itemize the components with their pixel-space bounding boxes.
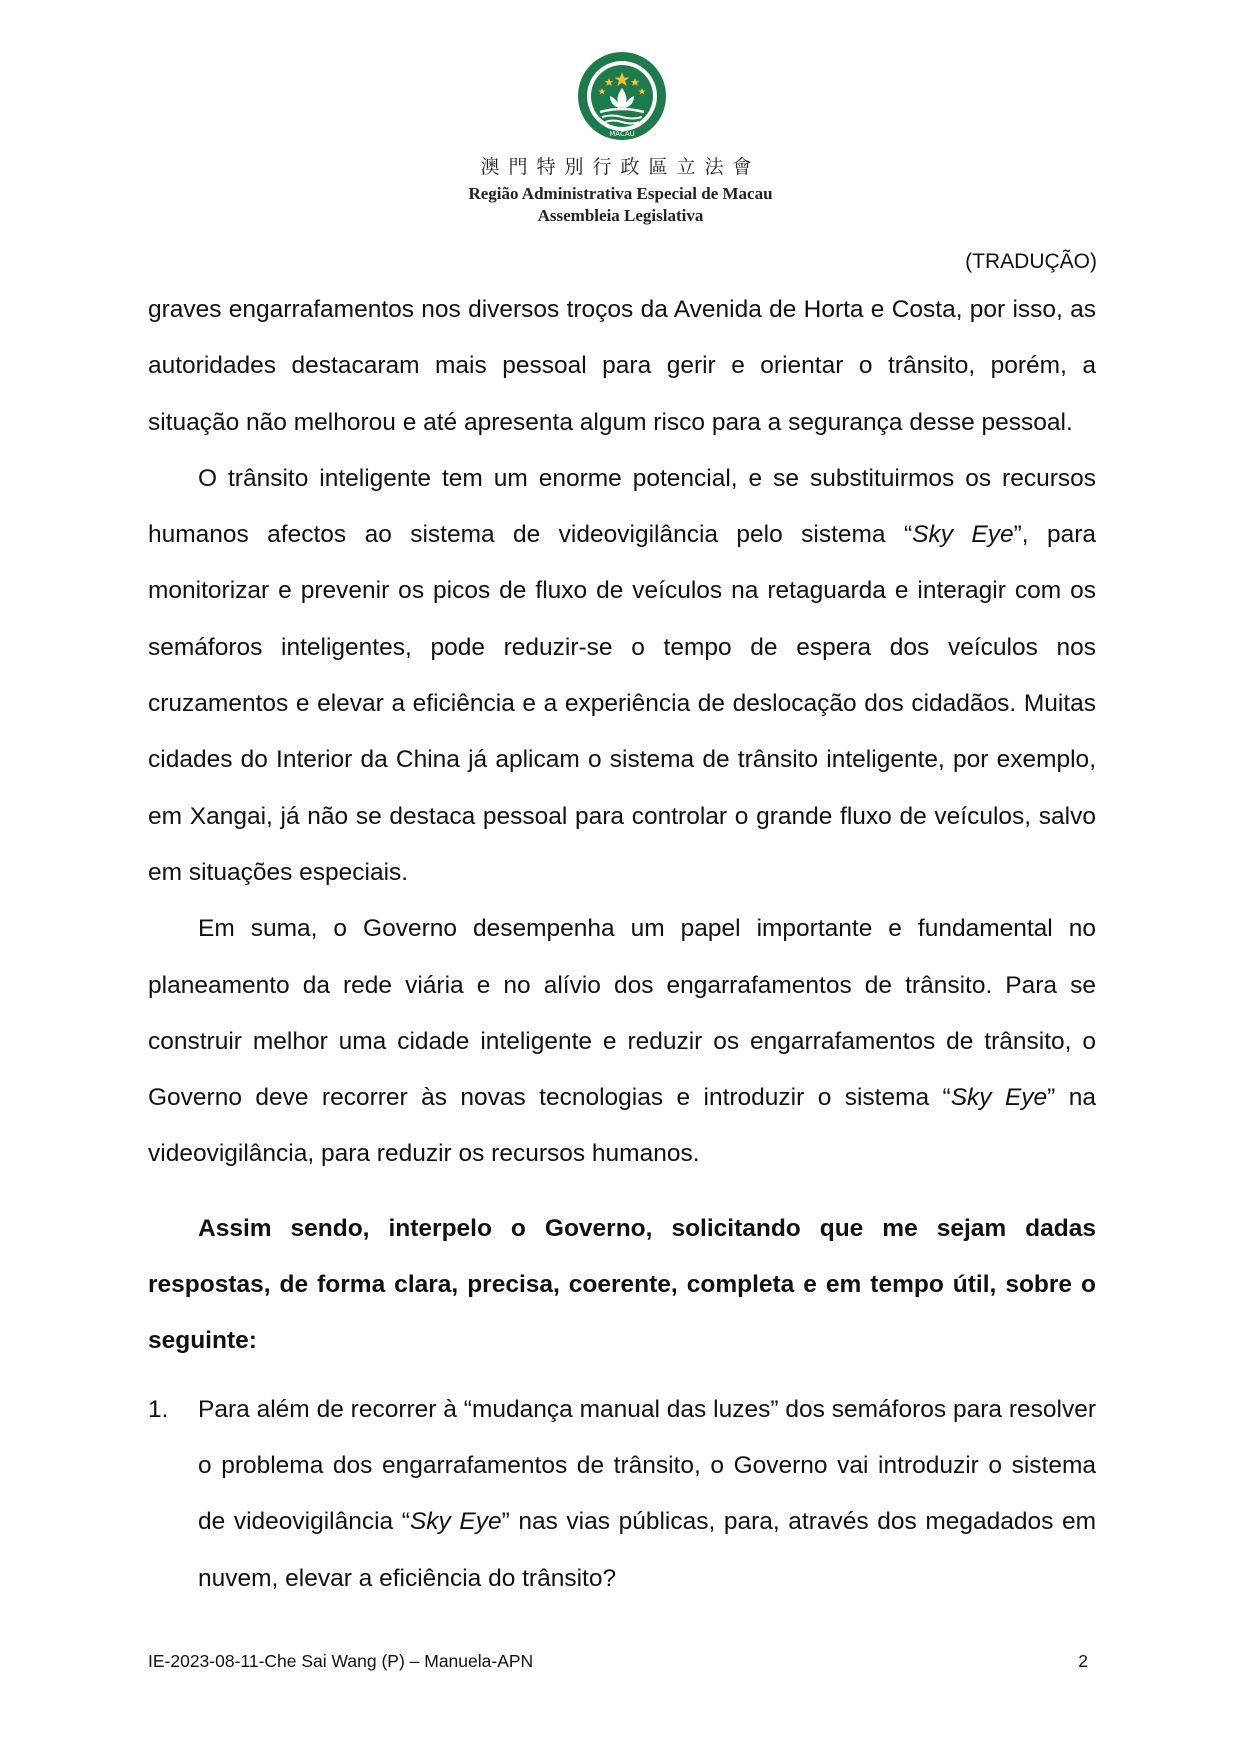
paragraph-2-emphasis: Sky Eye	[912, 521, 1014, 549]
paragraph-3-emphasis: Sky Eye	[950, 1084, 1048, 1112]
question-item-1	[148, 1382, 1096, 1607]
question-text	[198, 1382, 1096, 1607]
paragraph-2-text-a: O trânsito inteligente tem um enorme potencial, e se substituirmos os recursos humanos afectos ao sistema de videovigilância pelo sistema “	[148, 464, 1096, 549]
paragraph-1: graves engarrafamentos nos diversos troços da Avenida de Horta e Costa, por isso, as autoridades destacaram mais pessoal para gerir e orientar o trânsito, porém, a situação não melhorou e até apresenta algum risco para a segurança desse pessoal.	[148, 296, 1096, 436]
request-paragraph: Assim sendo, interpelo o Governo, solicitando que me sejam dadas respostas, de forma clara, precisa, coerente, completa e em tempo útil, sobre o seguinte:	[148, 1214, 1096, 1355]
paragraph-3-text-a: Em suma, o Governo desempenha um papel importante e fundamental no planeamento da rede viária e no alívio dos engarrafamentos de trânsito. Para se construir melhor uma cidade inteligente e reduzir os engarrafamentos de trânsito, o Governo deve recorrer às novas tecnologias e introduzir o sistema “	[148, 915, 1096, 1112]
macau-emblem-icon	[576, 50, 668, 142]
paragraph-3	[148, 901, 1096, 1182]
paragraph-2	[148, 451, 1096, 901]
assembly-name: Assembleia Legislativa	[537, 206, 704, 225]
footer-reference: IE-2023-08-11-Che Sai Wang (P) – Manuela-APN	[148, 1651, 534, 1671]
question-text-a: Para além de recorrer à “mudança manual das luzes” dos semáforos para resolver o problema dos engarrafamentos de trânsito, o Governo vai introduzir o sistema de videovigilância “	[198, 1395, 1096, 1536]
question-number: 1.	[148, 1395, 169, 1423]
paragraph-2-text-b: ”, para monitorizar e prevenir os picos de fluxo de veículos na retaguarda e interagir com os semáforos inteligentes, pode reduzir-se o tempo de espera dos veículos nos cruzamentos e elevar a eficiência e a experiência de deslocação dos cidadãos. Muitas cidades do Interior da China já aplicam o sistema de trânsito inteligente, por exemplo, em Xangai, já não se destaca pessoal para controlar o grande fluxo de veículos, salvo em situações especiais.	[148, 521, 1096, 886]
question-emphasis: Sky Eye	[409, 1508, 502, 1536]
region-name: Região Administrativa Especial de Macau	[468, 184, 773, 203]
chinese-title: 澳門特別行政區立法會	[480, 156, 761, 178]
translation-tag: (TRADUÇÃO)	[965, 250, 1097, 273]
emblem-label: MACAU	[609, 130, 635, 138]
paragraph-3-text-b: ” na videovigilância, para reduzir os recursos humanos.	[148, 1084, 1096, 1168]
document-body	[148, 282, 1096, 1607]
page-number: 2	[1078, 1651, 1088, 1671]
question-text-b: ” nas vias públicas, para, através dos megadados em nuvem, elevar a eficiência do trânsito?	[198, 1508, 1096, 1592]
